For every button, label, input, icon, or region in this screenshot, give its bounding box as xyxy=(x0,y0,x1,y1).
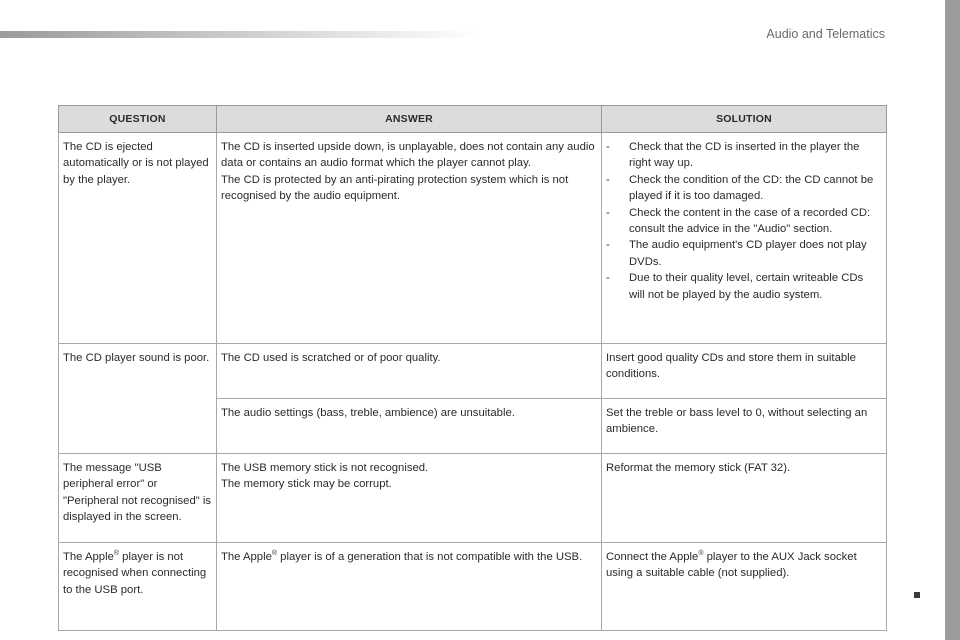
list-item: - Check that the CD is inserted in the player the right way up. xyxy=(606,141,860,170)
answer-text: The CD is protected by an anti-pirating protection system which is not recognised by the audio equipment. xyxy=(221,173,569,203)
answer-cell xyxy=(217,543,602,631)
table-row xyxy=(59,543,887,631)
solution-cell xyxy=(602,399,887,454)
answer-cell xyxy=(217,454,602,543)
table-row xyxy=(59,344,887,399)
table-row xyxy=(59,133,887,344)
answer-cell xyxy=(217,399,602,454)
question-cell xyxy=(59,133,217,344)
answer-text: The audio settings (bass, treble, ambience) are unsuitable. xyxy=(221,407,515,419)
question-cell xyxy=(59,454,217,543)
answer-text: The CD used is scratched or of poor quality. xyxy=(221,352,441,364)
page-edge-tab xyxy=(945,0,960,640)
table-header-row xyxy=(59,106,887,133)
list-item: - Check the content in the case of a recorded CD: consult the advice in the "Audio" section. xyxy=(606,206,871,236)
question-text: The message "USB peripheral error" or "Peripheral not recognised" is displayed in the screen. xyxy=(63,462,212,524)
registered-mark: ® xyxy=(271,550,278,558)
registered-mark: ® xyxy=(698,550,704,558)
section-title: Audio and Telematics xyxy=(766,27,885,41)
header-solution: SOLUTION xyxy=(602,106,887,133)
answer-cell xyxy=(217,344,602,399)
troubleshooting-table xyxy=(58,105,887,631)
list-item: - Due to their quality level, certain writeable CDs will not be played by the audio system. xyxy=(606,272,864,301)
question-cell xyxy=(59,543,217,631)
header-question: QUESTION xyxy=(59,106,217,133)
solution-text: Reformat the memory stick (FAT 32). xyxy=(606,462,791,474)
question-cell xyxy=(59,344,217,454)
answer-text: The CD is inserted upside down, is unplayable, does not contain any audio data or contains an audio format which the player cannot play. xyxy=(221,141,595,170)
solution-list xyxy=(606,139,882,303)
solution-cell xyxy=(602,133,887,344)
table-row xyxy=(59,454,887,543)
list-item: - The audio equipment's CD player does not play DVDs. xyxy=(606,239,867,268)
list-item: - Check the condition of the CD: the CD cannot be played if it is too damaged. xyxy=(606,173,874,203)
header-answer: ANSWER xyxy=(217,106,602,133)
solution-text: Set the treble or bass level to 0, without selecting an ambience. xyxy=(606,407,868,436)
solution-cell xyxy=(602,543,887,631)
solution-cell xyxy=(602,344,887,399)
registered-mark: ® xyxy=(113,550,120,558)
solution-cell xyxy=(602,454,887,543)
end-of-section-marker xyxy=(914,592,920,598)
answer-text: The memory stick may be corrupt. xyxy=(221,478,392,491)
answer-text: The Apple® player is of a generation that is not compatible with the USB. xyxy=(221,550,583,563)
answer-text: The USB memory stick is not recognised. xyxy=(221,462,429,474)
question-text: The CD player sound is poor. xyxy=(63,352,210,364)
question-text: The Apple® player is not recognised when connecting to the USB port. xyxy=(63,550,207,596)
header-gradient-bar xyxy=(0,31,480,38)
solution-text: Insert good quality CDs and store them in suitable conditions. xyxy=(606,352,856,381)
answer-cell xyxy=(217,133,602,344)
question-text: The CD is ejected automatically or is not played by the player. xyxy=(63,141,209,186)
solution-text: Connect the Apple® player to the AUX Jack socket using a suitable cable (not supplied). xyxy=(606,550,857,580)
